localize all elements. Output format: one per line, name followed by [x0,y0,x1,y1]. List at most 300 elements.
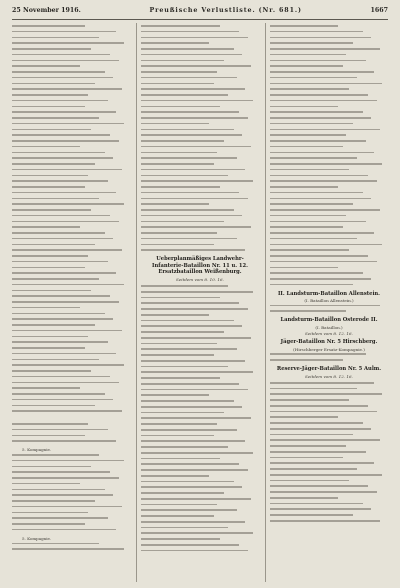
entry-text-line [270,382,374,384]
company-heading: 5. Kompagnie. [22,535,52,541]
entry-text-line [12,203,124,205]
list-entry [141,532,259,536]
list-entry [141,100,259,104]
list-entry [141,221,259,225]
entry-text-line [270,353,366,355]
entry-text-line [141,452,253,454]
list-entry [12,226,130,230]
entry-text-line [12,117,99,119]
list-entry [141,129,259,133]
entry-text-line [141,94,228,96]
entry-text-line [12,244,95,246]
list-entry [12,152,130,156]
entry-text-line [270,65,343,67]
entry-text-line [141,527,228,529]
entry-text-line [12,423,88,425]
list-entry [12,460,130,464]
entry-text-line [141,423,217,425]
entry-text-line [141,446,228,448]
entry-text-line [12,88,122,90]
entry-text-line [141,249,245,251]
entry-text-line [270,186,338,188]
entry-text-line [12,226,80,228]
list-entry [141,348,259,352]
entry-text-line [141,285,228,287]
date-note: Seitdem vom 8. 10. 16. [176,276,224,282]
entry-text-line [12,157,113,159]
entry-text-line [270,203,353,205]
entry-text-line [141,244,214,246]
entry-text-line [12,454,99,456]
list-entry [12,140,130,144]
entry-text-line [12,249,122,251]
entry-text-line [141,550,248,552]
header-issue: (Nr. 681.) [258,6,302,14]
list-entry [141,302,259,306]
entry-text-line [141,71,217,73]
list-entry [270,232,388,236]
entry-text-line [141,77,237,79]
list-entry [12,42,130,46]
entry-text-line [141,140,224,142]
entry-text-line [141,435,214,437]
list-entry [12,111,130,115]
column-2 [141,24,259,555]
list-entry [141,509,259,513]
entry-text-line [141,180,253,182]
entry-text-line [270,88,349,90]
list-entry [12,71,130,75]
list-entry [12,31,130,35]
entry-text-line [141,209,234,211]
entry-text-line [12,100,108,102]
entry-text-line [270,198,371,200]
list-entry [141,504,259,508]
list-entry [141,192,259,196]
entry-text-line [270,310,346,312]
section-gap [12,416,130,422]
list-entry [141,412,259,416]
list-entry [12,477,130,481]
list-entry [12,60,130,64]
entry-text-line [270,261,377,263]
list-entry [270,353,388,357]
entry-text-line [270,77,357,79]
list-entry [12,203,130,207]
entry-text-line [270,192,363,194]
entry-text-line [141,169,245,171]
entry-text-line [270,272,363,274]
entry-text-line [12,347,85,349]
list-entry [12,83,130,87]
entry-text-line [141,532,253,534]
entry-text-line [141,406,242,408]
list-entry [12,198,130,202]
list-entry [270,146,388,150]
entry-text-line [141,354,214,356]
entry-text-line [12,330,122,332]
list-entry [270,37,388,41]
entry-text-line [12,466,91,468]
list-entry [270,451,388,455]
list-entry [12,284,130,288]
entry-text-line [270,393,382,395]
page-header [12,3,388,17]
list-entry [12,209,130,213]
entry-text-line [270,451,366,453]
list-entry [12,435,130,439]
entry-text-line [12,146,80,148]
list-entry [12,512,130,516]
list-entry [12,548,130,552]
list-entry [12,163,130,167]
entry-text-line [141,458,220,460]
list-entry [141,377,259,381]
entry-text-line [12,393,105,395]
entry-text-line [270,422,363,424]
list-entry [270,42,388,46]
entry-text-line [12,429,108,431]
list-entry [141,308,259,312]
entry-text-line [12,272,116,274]
list-entry [12,232,130,236]
list-entry [141,123,259,127]
list-entry [141,521,259,525]
entry-text-line [141,394,209,396]
list-entry [12,376,130,380]
entry-text-line [141,83,214,85]
list-entry [141,31,259,35]
list-entry [141,538,259,542]
entry-text-line [270,439,380,441]
entry-text-line [270,152,374,154]
list-entry [141,343,259,347]
entry-text-line [141,469,248,471]
entry-text-line [270,284,353,286]
entry-text-line [141,134,242,136]
list-entry [270,382,388,386]
list-entry [12,48,130,52]
entry-text-line [270,25,338,27]
unit-heading: Jäger-Bataillon Nr. 5 Hirschberg. [280,339,378,346]
column-1 [12,24,130,554]
list-entry [12,221,130,225]
list-entry [12,399,130,403]
list-entry [12,330,130,334]
list-entry [12,215,130,219]
entry-text-line [270,457,343,459]
entry-text-line [141,481,234,483]
list-entry [141,65,259,69]
list-entry [12,192,130,196]
entry-text-line [141,348,237,350]
list-entry [270,111,388,115]
entry-text-line [141,463,239,465]
list-entry [12,494,130,498]
entry-text-line [141,320,234,322]
list-entry [270,48,388,52]
list-entry [270,192,388,196]
list-entry [270,129,388,133]
list-entry [141,157,259,161]
entry-text-line [270,399,349,401]
list-entry [141,429,259,433]
entry-text-line [270,359,343,361]
entry-text-line [141,302,239,304]
entry-text-line [141,412,224,414]
list-entry [12,336,130,340]
entry-text-line [141,198,248,200]
list-entry [270,83,388,87]
entry-text-line [12,232,105,234]
entry-text-line [270,129,380,131]
list-entry [270,261,388,265]
entry-text-line [141,314,209,316]
entry-text-line [141,544,239,546]
list-entry [12,157,130,161]
list-entry [12,134,130,138]
entry-text-line [12,278,99,280]
entry-text-line [270,428,371,430]
list-entry [12,370,130,374]
entry-text-line [12,290,91,292]
entry-text-line [270,123,353,125]
entry-text-line [141,521,245,523]
list-entry [270,457,388,461]
list-entry [12,307,130,311]
entry-text-line [12,364,124,366]
entry-text-line [141,337,251,339]
list-entry [12,301,130,305]
list-entry [141,249,259,253]
list-entry [270,411,388,415]
list-entry [141,48,259,52]
list-entry [12,500,130,504]
list-entry [12,94,130,98]
entry-text-line [270,71,374,73]
list-entry [270,77,388,81]
list-entry [270,480,388,484]
list-entry [141,226,259,230]
header-page-number: 1667 [370,6,388,14]
list-entry [141,475,259,479]
list-entry [141,452,259,456]
list-entry [270,203,388,207]
entry-text-line [12,215,110,217]
entry-text-line [270,520,380,522]
entry-text-line [141,117,248,119]
list-entry [12,129,130,133]
entry-text-line [141,221,224,223]
entry-text-line [270,100,377,102]
list-entry [141,366,259,370]
entry-text-line [12,376,110,378]
list-entry [12,517,130,521]
entry-text-line [270,267,338,269]
list-entry [12,238,130,242]
entry-text-line [270,42,353,44]
entry-text-line [12,336,88,338]
entry-text-line [141,37,248,39]
entry-text-line [270,416,338,418]
entry-text-line [12,529,116,531]
entry-text-line [141,343,217,345]
entry-text-line [12,494,113,496]
list-entry [270,284,388,288]
entry-text-line [270,388,357,390]
list-entry [12,410,130,414]
entry-text-line [141,163,214,165]
entry-text-line [141,111,239,113]
header-title-group [150,7,302,14]
entry-text-line [141,504,217,506]
list-entry [141,320,259,324]
list-entry [270,25,388,29]
list-entry [141,527,259,531]
list-entry [270,485,388,489]
list-entry [141,435,259,439]
list-entry [270,106,388,110]
entry-text-line [141,538,220,540]
entry-text-line [270,514,353,516]
entry-text-line [270,462,374,464]
entry-text-line [270,209,380,211]
entry-text-line [141,123,209,125]
entry-text-line [12,71,105,73]
company-heading: 5. Kompagnie. [22,447,52,452]
list-entry [141,371,259,375]
list-entry [12,54,130,58]
entry-text-line [270,221,366,223]
entry-text-line [12,186,85,188]
entry-text-line [141,417,251,419]
entry-text-line [270,111,363,113]
entry-text-line [270,411,377,413]
entry-text-line [270,134,346,136]
list-entry [270,31,388,35]
entry-text-line [12,77,113,79]
list-entry [12,117,130,121]
list-entry [270,434,388,438]
list-entry [141,42,259,46]
entry-text-line [141,232,217,234]
entry-text-line [141,331,224,333]
unit-heading: Landsturm-Bataillon Osterode II. [280,317,378,323]
entry-text-line [141,226,251,228]
entry-text-line [141,175,228,177]
list-entry [12,175,130,179]
entry-text-line [270,491,377,493]
list-entry [141,94,259,98]
entry-text-line [141,88,245,90]
entry-text-line [141,492,224,494]
list-entry [12,272,130,276]
entry-text-line [12,25,85,27]
list-entry [141,389,259,393]
entry-text-line [12,83,95,85]
list-entry [270,123,388,127]
list-entry [12,146,130,150]
list-entry [270,54,388,58]
entry-text-line [12,353,116,355]
list-entry [270,134,388,138]
entry-text-line [270,37,371,39]
entry-text-line [270,215,346,217]
list-entry [270,186,388,190]
entry-text-line [12,410,122,412]
entry-text-line [12,477,119,479]
list-entry [270,305,388,309]
entry-text-line [270,485,368,487]
list-entry [141,458,259,462]
list-entry [270,310,388,314]
list-entry [12,106,130,110]
entry-text-line [12,238,113,240]
list-entry [12,100,130,104]
list-entry [141,152,259,156]
list-entry [12,466,130,470]
list-entry [12,25,130,29]
entry-text-line [141,389,248,391]
entry-text-line [270,54,346,56]
list-entry [270,94,388,98]
list-entry [141,337,259,341]
entry-text-line [270,175,368,177]
list-entry [141,360,259,364]
column-divider [265,23,266,582]
list-entry [141,515,259,519]
list-entry [12,261,130,265]
entry-text-line [270,474,382,476]
entry-text-line [141,360,245,362]
list-entry [141,71,259,75]
list-entry [141,215,259,219]
list-entry [141,440,259,444]
entry-text-line [12,548,124,550]
entry-text-line [270,83,382,85]
list-entry [141,111,259,115]
list-entry [12,324,130,328]
list-entry [141,238,259,242]
list-entry [270,88,388,92]
entry-text-line [270,278,371,280]
list-entry [270,140,388,144]
list-entry [270,157,388,161]
list-entry [270,359,388,363]
list-entry [270,428,388,432]
list-entry [141,134,259,138]
list-entry [12,382,130,386]
entry-text-line [12,301,119,303]
list-entry [12,318,130,322]
entry-text-line [12,37,99,39]
list-entry [141,54,259,58]
entry-text-line [141,308,248,310]
list-entry [12,454,130,458]
column-divider [136,23,137,582]
entry-text-line [141,215,242,217]
list-entry [141,463,259,467]
entry-text-line [141,186,220,188]
entry-text-line [141,65,251,67]
list-entry [270,462,388,466]
entry-text-line [12,489,105,491]
entry-text-line [12,261,108,263]
list-entry [270,422,388,426]
list-entry [270,474,388,478]
list-entry [141,423,259,427]
list-entry [12,123,130,127]
